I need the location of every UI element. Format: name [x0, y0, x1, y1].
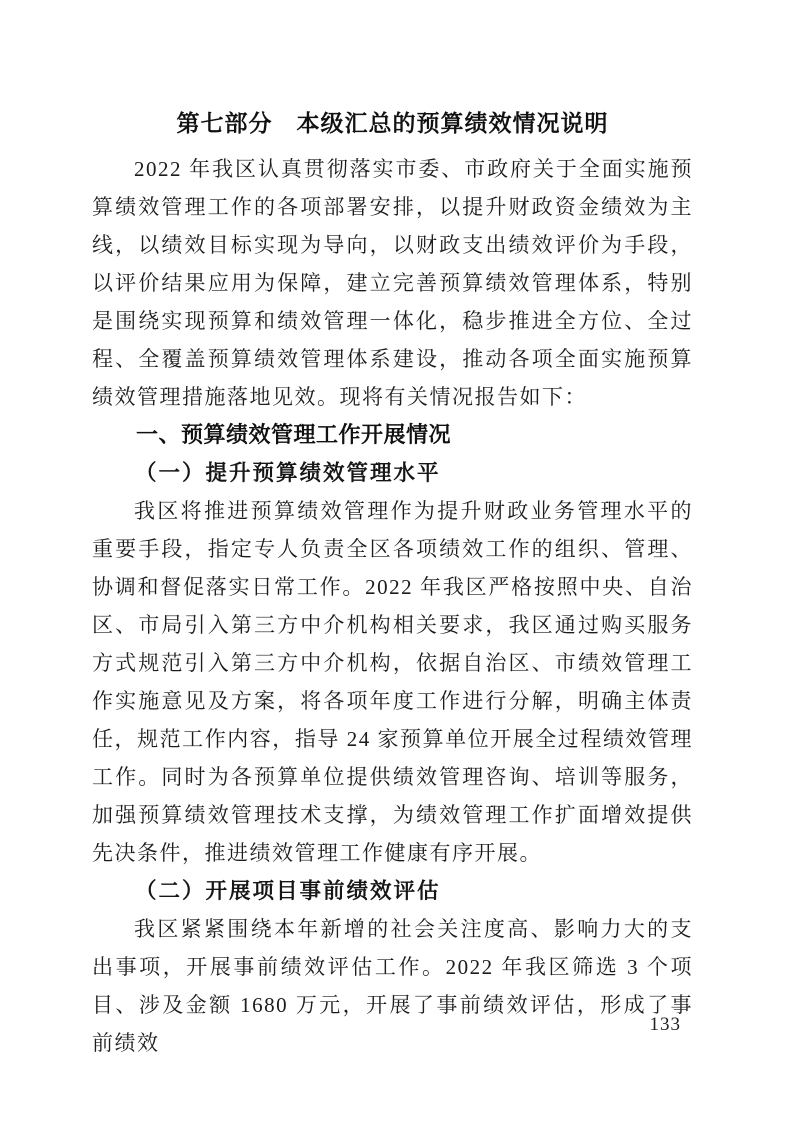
document-content [92, 97, 693, 1062]
paragraph-section-1-2: 我区紧紧围绕本年新增的社会关注度高、影响力大的支出事项，开展事前绩效评估工作。2022 年我区筛选 3 个项目、涉及金额 1680 万元，开展了事前绩效评估，形成了事前绩效 [92, 917, 693, 1055]
document-title: 第七部分 本级汇总的预算绩效情况说明 [176, 110, 609, 136]
subsection-heading-1-2: （二）开展项目事前绩效评估 [135, 879, 441, 903]
subsection-heading-1-1: （一）提升预算绩效管理水平 [135, 461, 441, 485]
page-number: 133 [649, 1014, 681, 1035]
paragraph-section-1-1: 我区将推进预算绩效管理作为提升财政业务管理水平的重要手段，指定专人负责全区各项绩效工作的组织、管理、协调和督促落实日常工作。2022 年我区严格按照中央、自治区、市局引入第三方中介机构相关要求，我区通过购买服务方式规范引入第三方中介机构，依据自治区、市绩效管理工作实施意见及方案，将各项年度工作进行分解，明确主体责任，规范工作内容，指导 24 家预算单位开展全过程绩效管理工作。同时为各预算单位提供绩效管理咨询、培训等服务，加强预算绩效管理技术支撑，为绩效管理工作扩面增效提供先决条件，推进绩效管理工作健康有序开展。 [92, 499, 693, 865]
paragraph-intro: 2022 年我区认真贯彻落实市委、市政府关于全面实施预算绩效管理工作的各项部署安排，以提升财政资金绩效为主线，以绩效目标实现为导向，以财政支出绩效评价为手段，以评价结果应用为保障，建立完善预算绩效管理体系，特别是围绕实现预算和绩效管理一体化，稳步推进全方位、全过程、全覆盖预算绩效管理体系建设，推动各项全面实施预算绩效管理措施落地见效。现将有关情况报告如下： [92, 157, 693, 409]
section-heading-1: 一、预算绩效管理工作开展情况 [136, 422, 452, 447]
